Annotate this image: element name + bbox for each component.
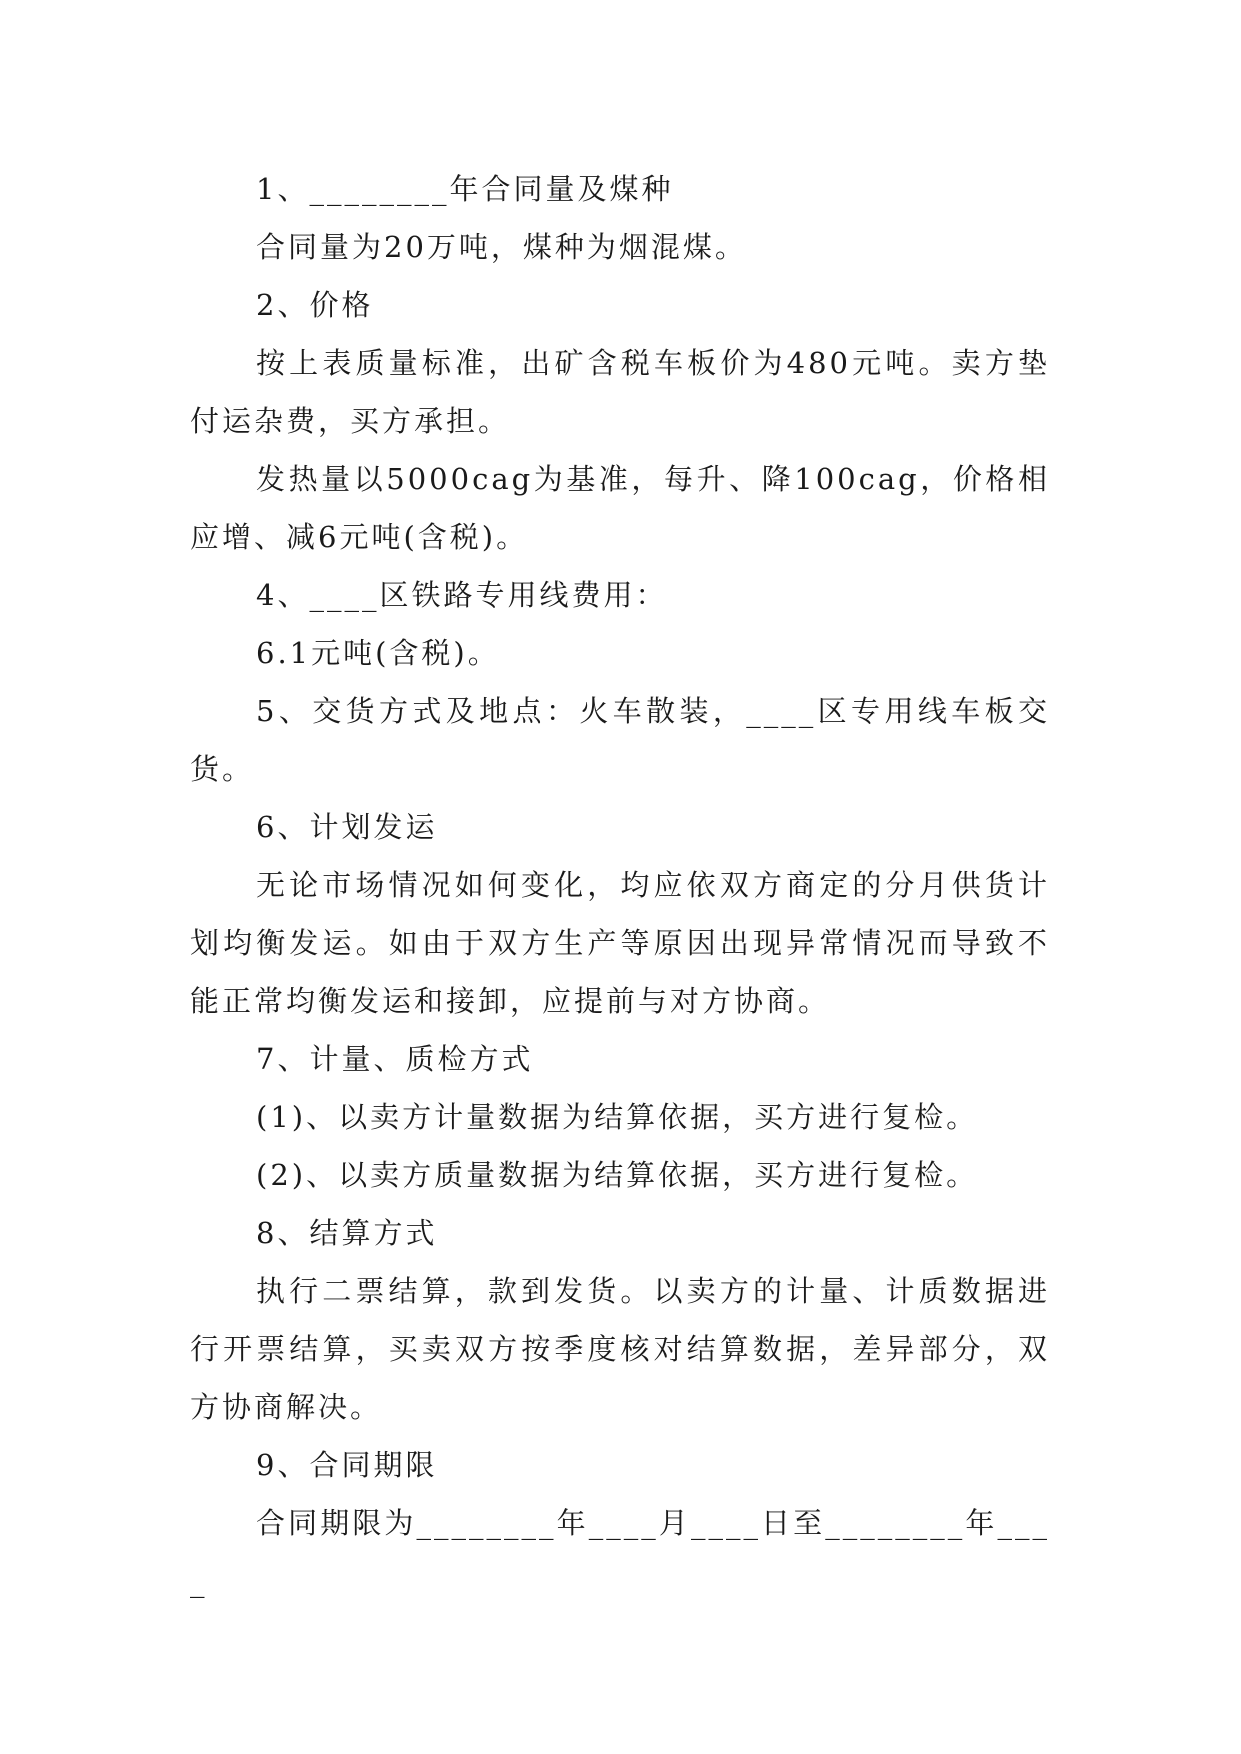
clause-6-heading: 6、计划发运 (256, 810, 438, 844)
metering-text: (1)、以卖方计量数据为结算依据，买方进行复检。 (256, 1100, 979, 1134)
contract-term-text: 合同期限为________年____月____日至________年____ (190, 1506, 1050, 1598)
calorific-value-text: 发热量以5000cag为基准，每升、降100cag，价格相应增、减6元吨(含税)。 (190, 462, 1050, 554)
clause-5-delivery-text: 5、交货方式及地点：火车散装，____区专用线车板交货。 (190, 694, 1050, 786)
clause-2-heading: 2、价格 (256, 288, 374, 322)
settlement-text: 执行二票结算，款到发货。以卖方的计量、计质数据进行开票结算，买卖双方按季度核对结算数据，差异部分，双方协商解决。 (190, 1274, 1050, 1424)
document-body (190, 160, 1050, 1610)
quality-text: (2)、以卖方质量数据为结算依据，买方进行复检。 (256, 1158, 979, 1192)
clause-1-heading: 1、________年合同量及煤种 (256, 172, 674, 206)
contract-quantity-text: 合同量为20万吨，煤种为烟混煤。 (256, 230, 747, 264)
clause-7-heading: 7、计量、质检方式 (256, 1042, 534, 1076)
price-text: 按上表质量标准，出矿含税车板价为480元吨。卖方垫付运杂费，买方承担。 (190, 346, 1050, 438)
railway-fee-text: 6.1元吨(含税)。 (256, 636, 500, 670)
clause-8-heading: 8、结算方式 (256, 1216, 438, 1250)
clause-4-heading: 4、____区铁路专用线费用： (256, 578, 668, 612)
shipping-plan-text: 无论市场情况如何变化，均应依双方商定的分月供货计划均衡发运。如由于双方生产等原因出现异常情况而导致不能正常均衡发运和接卸，应提前与对方协商。 (190, 868, 1050, 1018)
clause-9-heading: 9、合同期限 (256, 1448, 438, 1482)
